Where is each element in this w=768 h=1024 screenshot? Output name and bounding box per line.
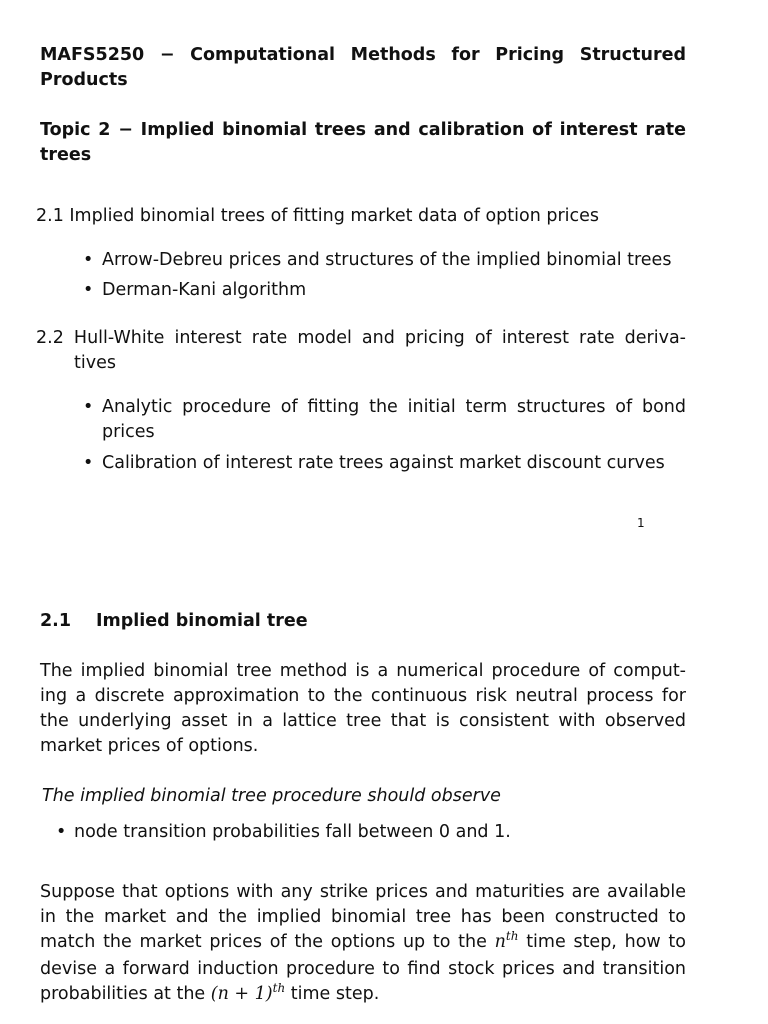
math-base: (n + 1) [210,984,273,1004]
page-number: 1 [637,516,645,530]
section-2-2-bullet-1-line-1: Analytic procedure of fitting the initial term structures of bond [102,397,686,417]
math-base: n [494,932,506,952]
bullet-icon: • [83,397,94,417]
paragraph-2-line-1: Suppose that options with any strike prices and maturities are available [40,882,686,902]
course-title-line-2: Products [40,70,128,90]
math-n-plus-1-th [210,981,286,1004]
section-2-1-bullet-1: Arrow-Debreu prices and structures of the implied binomial trees [102,250,672,270]
paragraph-1-line-4: market prices of options. [40,736,259,756]
paragraph-1-line-2: ing a discrete approximation to the continuous risk neutral process for [40,686,686,706]
section-2-1-title: 2.1 Implied binomial trees of fitting market data of option prices [36,206,600,226]
paragraph-2-line-4: devise a forward induction procedure to find stock prices and transition [40,959,686,979]
section-heading-number: 2.1 [40,611,72,631]
paragraph-2-line-5 [40,982,379,1007]
math-superscript: th [272,981,286,995]
section-2-2-title-line-2: tives [74,353,116,373]
bullet-icon: • [83,250,94,270]
section-2-2-bullet-1-line-2: prices [102,422,155,442]
topic-title-line-2: trees [40,145,92,165]
bullet-icon: • [56,822,67,842]
math-n-th [494,929,519,952]
bullet-icon: • [83,453,94,473]
paragraph-2-line-5-before: probabilities at the [40,984,211,1004]
bullet-probability-constraint: node transition probabilities fall between 0 and 1. [74,822,511,842]
paragraph-2-line-2: in the market and the implied binomial tree has been constructed to [40,907,686,927]
section-2-2-title-line-1: 2.2 Hull-White interest rate model and pricing of interest rate deriva- [36,328,686,348]
paragraph-1-line-1: The implied binomial tree method is a numerical procedure of comput- [40,661,686,681]
section-2-2-bullet-2: Calibration of interest rate trees against market discount curves [102,453,665,473]
paragraph-2-line-3-before: match the market prices of the options up to the [40,932,495,952]
topic-title-line-1: Topic 2 − Implied binomial trees and calibration of interest rate [40,120,686,140]
course-title-line-1: MAFS5250 − Computational Methods for Pricing Structured [40,45,686,65]
bullet-icon: • [83,280,94,300]
italic-statement: The implied binomial tree procedure should observe [42,786,501,806]
math-superscript: th [505,929,519,943]
paragraph-2-line-5-after: time step. [285,984,380,1004]
paragraph-1-line-3: the underlying asset in a lattice tree that is consistent with observed [40,711,686,731]
paragraph-2-line-3 [40,930,686,955]
paragraph-2-line-3-after: time step, how to [518,932,687,952]
section-heading-text: Implied binomial tree [96,611,308,631]
section-2-1-bullet-2: Derman-Kani algorithm [102,280,307,300]
slide-2 [0,580,768,1024]
